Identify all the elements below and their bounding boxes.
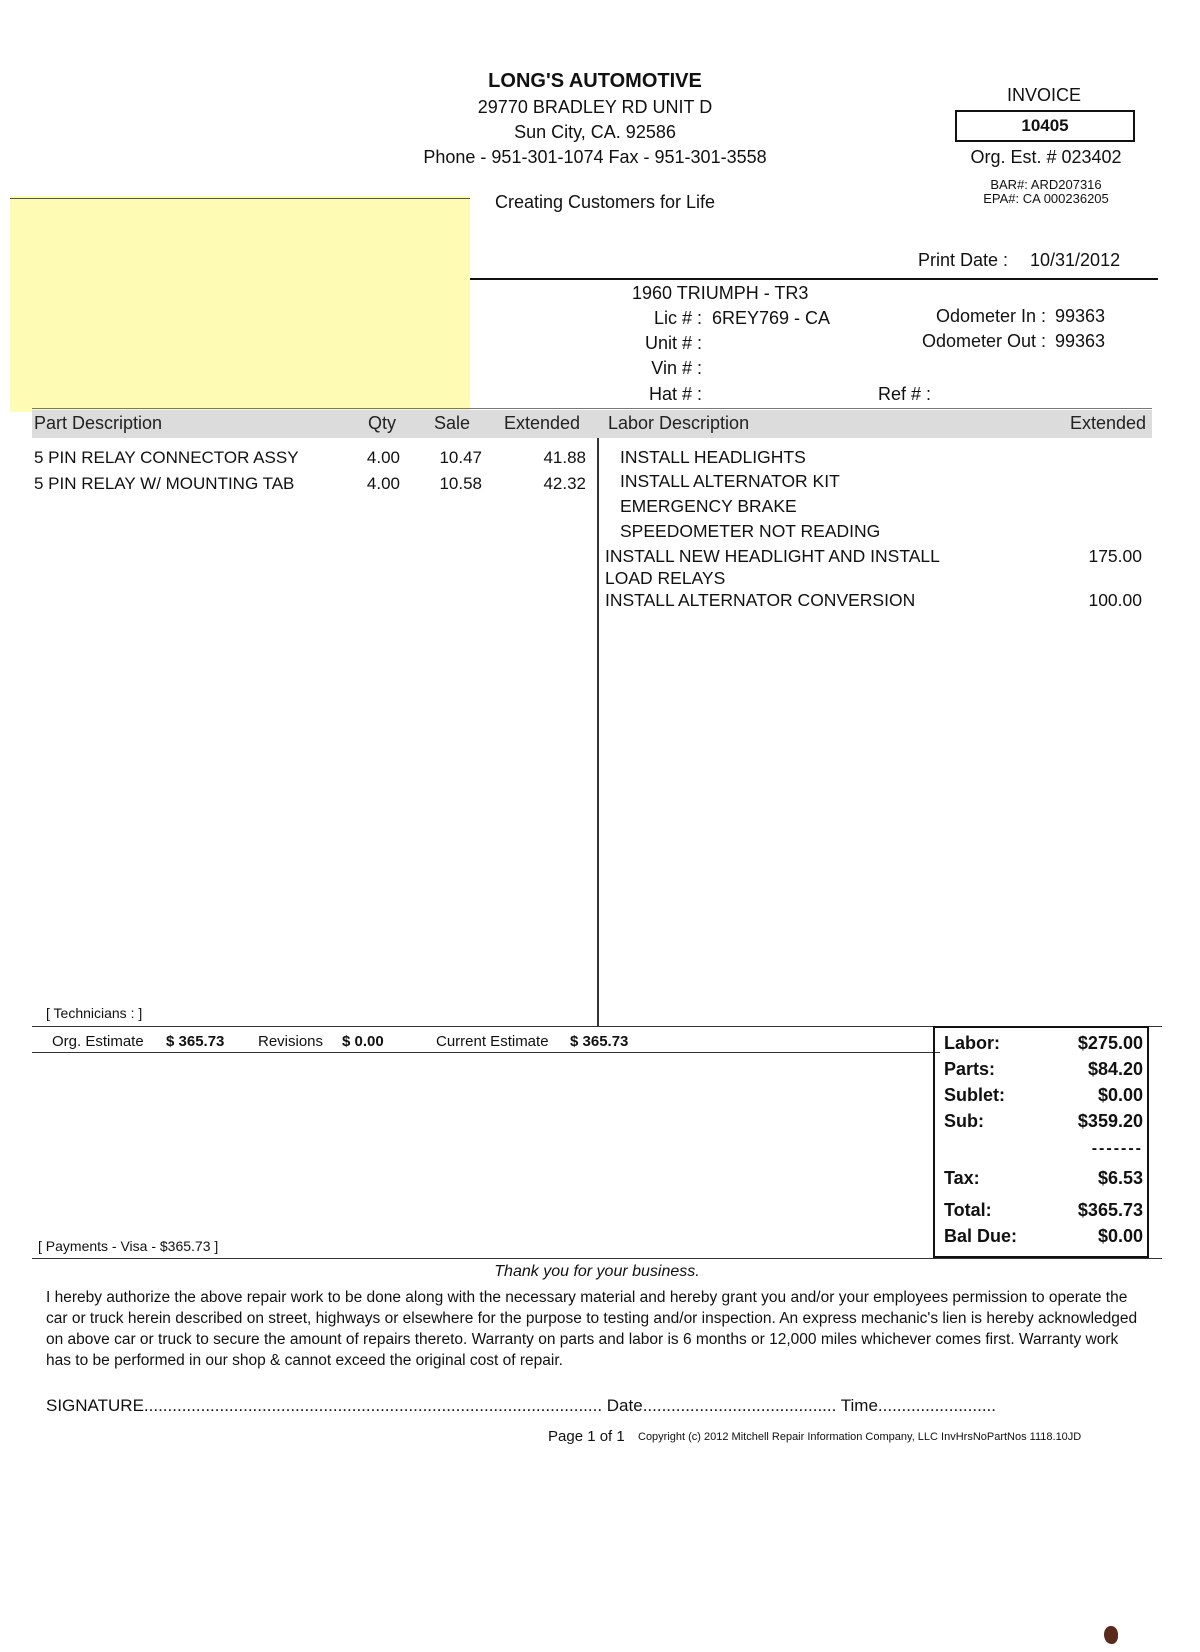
column-header-qty: Qty <box>368 413 397 433</box>
balance-due-label: Bal Due: <box>944 1226 1018 1246</box>
shop-slogan: Creating Customers for Life <box>494 192 716 212</box>
revisions-value: $ 0.00 <box>342 1033 384 1050</box>
bar-number: BAR#: ARD207316 <box>990 177 1102 192</box>
unit-label: Unit # : <box>644 333 702 353</box>
column-divider <box>597 438 599 1026</box>
license-label: Lic # : <box>653 308 702 328</box>
redaction-sticky-note <box>10 196 470 412</box>
labor-item-description: INSTALL ALTERNATOR CONVERSION <box>605 590 916 610</box>
labor-concern: SPEEDOMETER NOT READING <box>620 521 881 541</box>
hat-label: Hat # : <box>648 384 702 404</box>
signature-line: SIGNATURE................................................................................................. Date......................................... Time......................... <box>46 1396 996 1415</box>
org-estimate-value: $ 365.73 <box>166 1033 225 1050</box>
labor-item-description: LOAD RELAYS <box>605 568 726 588</box>
vehicle-description: 1960 TRIUMPH - TR3 <box>632 283 809 303</box>
odometer-out-label: Odometer Out : <box>921 331 1046 351</box>
table-header <box>32 410 1152 438</box>
labor-concern: INSTALL ALTERNATOR KIT <box>620 471 840 491</box>
org-estimate-number: Org. Est. # 023402 <box>970 147 1122 167</box>
part-row-extended: 41.88 <box>543 448 586 467</box>
odometer-out-value: 99363 <box>1055 331 1106 351</box>
shop-phone-fax: Phone - 951-301-1074 Fax - 951-301-3558 <box>423 147 767 167</box>
column-header-extended: Extended <box>504 413 581 433</box>
part-row-description: 5 PIN RELAY CONNECTOR ASSY <box>34 448 299 467</box>
payments: [ Payments - Visa - $365.73 ] <box>38 1238 219 1254</box>
labor-item-amount: 175.00 <box>1088 546 1142 566</box>
epa-number: EPA#: CA 000236205 <box>983 191 1109 206</box>
ref-label: Ref # : <box>878 384 932 404</box>
revisions-label: Revisions <box>258 1033 324 1050</box>
labor-concern: EMERGENCY BRAKE <box>620 496 797 516</box>
column-header-labor-description: Labor Description <box>608 413 750 433</box>
parts-total-label: Parts: <box>944 1059 996 1079</box>
total-value: $365.73 <box>1077 1200 1143 1220</box>
thank-you-note: Thank you for your business. <box>494 1263 700 1280</box>
part-row-description: 5 PIN RELAY W/ MOUNTING TAB <box>34 474 295 493</box>
labor-item-amount: 100.00 <box>1088 590 1142 610</box>
balance-due-value: $0.00 <box>1097 1226 1143 1246</box>
part-row-extended: 42.32 <box>543 474 586 493</box>
odometer-in-value: 99363 <box>1055 306 1106 326</box>
print-date-label: Print Date : <box>918 250 1009 270</box>
column-header-labor-extended: Extended <box>1070 413 1147 433</box>
column-header-sale: Sale <box>434 413 471 433</box>
tax-value: $6.53 <box>1097 1168 1143 1188</box>
shop-name: LONG'S AUTOMOTIVE <box>488 70 702 92</box>
part-row-qty: 4.00 <box>366 448 400 467</box>
org-estimate-label: Org. Estimate <box>52 1033 144 1050</box>
ink-stain <box>1104 1626 1118 1644</box>
subtotal-value: $359.20 <box>1077 1111 1143 1131</box>
current-estimate-label: Current Estimate <box>436 1033 549 1050</box>
divider <box>32 1258 1162 1259</box>
authorization-text: I hereby authorize the above repair work to be done along with the necessary material and hereby grant you and/or your employees permission to operate the car or truck herein described on street, highways or elsewhere for the purpose to testing and/or inspection. An express mechanic's lien is hereby acknowledged on above car or truck to secure the amount of repairs thereto. Warranty on parts and labor is 6 months or 12,000 miles whichever comes first. Warranty work has to be performed in our shop & cannot exceed the original cost of repair. <box>46 1289 1138 1369</box>
invoice-number: 10405 <box>955 110 1135 142</box>
labor-total-value: $275.00 <box>1077 1033 1143 1053</box>
part-row-sale: 10.47 <box>439 448 482 467</box>
labor-item-description: INSTALL NEW HEADLIGHT AND INSTALL <box>605 546 940 566</box>
page-number: Page 1 of 1 <box>548 1428 625 1445</box>
sublet-total-label: Sublet: <box>944 1085 1005 1105</box>
subtotal-label: Sub: <box>944 1111 984 1131</box>
divider <box>10 198 470 199</box>
column-header-part-description: Part Description <box>34 413 163 433</box>
subtotal-separator: ------- <box>1091 1140 1143 1157</box>
odometer-in-label: Odometer In : <box>935 306 1046 326</box>
print-date: 10/31/2012 <box>1030 250 1121 270</box>
shop-address: 29770 BRADLEY RD UNIT D <box>477 97 713 117</box>
tax-label: Tax: <box>944 1168 980 1188</box>
technicians: [ Technicians : ] <box>46 1005 143 1021</box>
license-value: 6REY769 - CA <box>712 308 831 328</box>
divider <box>32 408 1152 409</box>
parts-total-value: $84.20 <box>1087 1059 1143 1079</box>
part-row-qty: 4.00 <box>366 474 400 493</box>
part-row-sale: 10.58 <box>439 474 482 493</box>
labor-concern: INSTALL HEADLIGHTS <box>620 447 806 467</box>
divider <box>32 1052 940 1053</box>
vin-label: Vin # : <box>651 358 702 378</box>
shop-city: Sun City, CA. 92586 <box>514 122 676 142</box>
divider <box>470 278 1158 280</box>
sublet-total-value: $0.00 <box>1097 1085 1143 1105</box>
total-label: Total: <box>944 1200 992 1220</box>
current-estimate-value: $ 365.73 <box>570 1033 629 1050</box>
invoice-label: INVOICE <box>1006 85 1081 105</box>
labor-total-label: Labor: <box>944 1033 1000 1053</box>
copyright: Copyright (c) 2012 Mitchell Repair Information Company, LLC InvHrsNoPartNos 1118.10JD <box>638 1431 1082 1443</box>
